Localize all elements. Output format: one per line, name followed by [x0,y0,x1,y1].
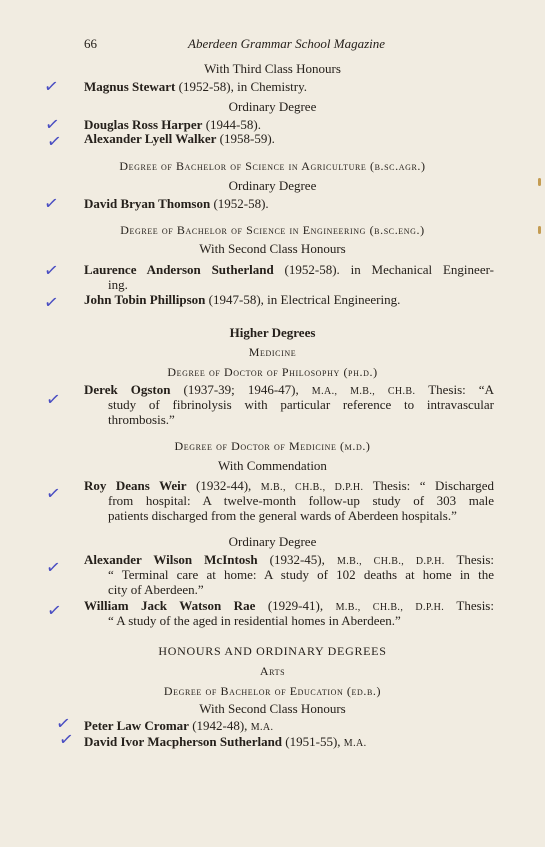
subheading-ordinary-degree: Ordinary Degree [228,99,317,114]
paper-speck [538,226,541,234]
section-bsc-agriculture: Degree of Bachelor of Science in Agriculture (b.sc.agr.) [119,159,426,173]
tick-mark-icon: ✓ [42,193,60,215]
entry-derek-ogston: Derek Ogston (1937-39; 1946-47), M.A., M.B., CH.B. Thesis: “A [84,382,494,397]
section-md: Degree of Doctor of Medicine (m.d.) [174,439,371,453]
entry-laurence-anderson-sutherland: Laurence Anderson Sutherland (1952-58). in Mechanical Engineer- [84,262,494,277]
paper-speck [538,178,541,186]
page-number: 66 [84,36,97,51]
entry-alexander-wilson-mcintosh: Alexander Wilson McIntosh (1932-45), M.B., CH.B., D.P.H. Thesis: [84,552,494,567]
subheading-with-commendation: With Commendation [218,458,327,473]
section-edb: Degree of Bachelor of Education (ed.b.) [163,684,382,698]
entry-continuation: from hospital: A twelve-month follow-up study of 303 male [108,493,494,508]
subheading-ordinary-degree-3: Ordinary Degree [228,534,317,549]
entry-continuation: “ A study of the aged in residential homes in Aberdeen.” [108,613,401,628]
page-header [0,36,545,52]
entry-continuation: city of Aberdeen.” [108,582,204,597]
tick-mark-icon: ✓ [44,557,62,579]
entry-peter-law-cromar: Peter Law Cromar (1942-48), M.A. [84,718,274,733]
tick-mark-icon: ✓ [42,76,60,98]
tick-mark-icon: ✓ [45,131,63,153]
subheading-third-class-honours: With Third Class Honours [204,61,341,76]
tick-mark-icon: ✓ [42,292,60,314]
tick-mark-icon: ✓ [42,260,60,282]
subheading-second-class-honours-2: With Second Class Honours [199,701,346,716]
tick-mark-icon: ✓ [43,114,61,136]
entry-david-bryan-thomson: David Bryan Thomson (1952-58). [84,196,269,211]
subheading-ordinary-degree-2: Ordinary Degree [228,178,317,193]
subheading-second-class-honours: With Second Class Honours [199,241,346,256]
tick-mark-icon: ✓ [57,729,75,751]
entry-david-ivor-macpherson-sutherland: David Ivor Macpherson Sutherland (1951-55), M.A. [84,734,367,749]
entry-continuation: “ Terminal care at home: A study of 102 deaths at home in the [108,567,494,582]
heading-arts: Arts [259,664,286,678]
entry-continuation: ing. [108,277,128,292]
entry-continuation: study of fibrinolysis with particular reference to intravascular [108,397,494,412]
entry-continuation: thrombosis.” [108,412,175,427]
section-phd: Degree of Doctor of Philosophy (ph.d.) [167,365,378,379]
entry-alexander-lyell-walker: Alexander Lyell Walker (1958-59). [84,131,275,146]
tick-mark-icon: ✓ [44,483,62,505]
heading-higher-degrees: Higher Degrees [229,325,316,340]
entry-william-jack-watson-rae: William Jack Watson Rae (1929-41), M.B., CH.B., D.P.H. Thesis: [84,598,494,613]
entry-magnus-stewart: Magnus Stewart (1952-58), in Chemistry. [84,79,308,94]
entry-douglas-ross-harper: Douglas Ross Harper (1944-58). [84,117,261,132]
entry-john-tobin-phillipson: John Tobin Phillipson (1947-58), in Electrical Engineering. [84,292,401,307]
running-title: Aberdeen Grammar School Magazine [188,36,386,51]
entry-continuation: patients discharged from the general wards of Aberdeen hospitals.” [108,508,457,523]
entry-roy-deans-weir: Roy Deans Weir (1932-44), M.B., CH.B., D.P.H. Thesis: “ Discharged [84,478,494,493]
heading-medicine: Medicine [248,345,297,359]
tick-mark-icon: ✓ [44,389,62,411]
tick-mark-icon: ✓ [45,600,63,622]
tick-mark-icon: ✓ [54,713,72,735]
section-bsc-engineering: Degree of Bachelor of Science in Engineering (b.sc.eng.) [120,223,425,237]
heading-honours-and-ordinary-degrees: HONOURS AND ORDINARY DEGREES [158,644,387,658]
